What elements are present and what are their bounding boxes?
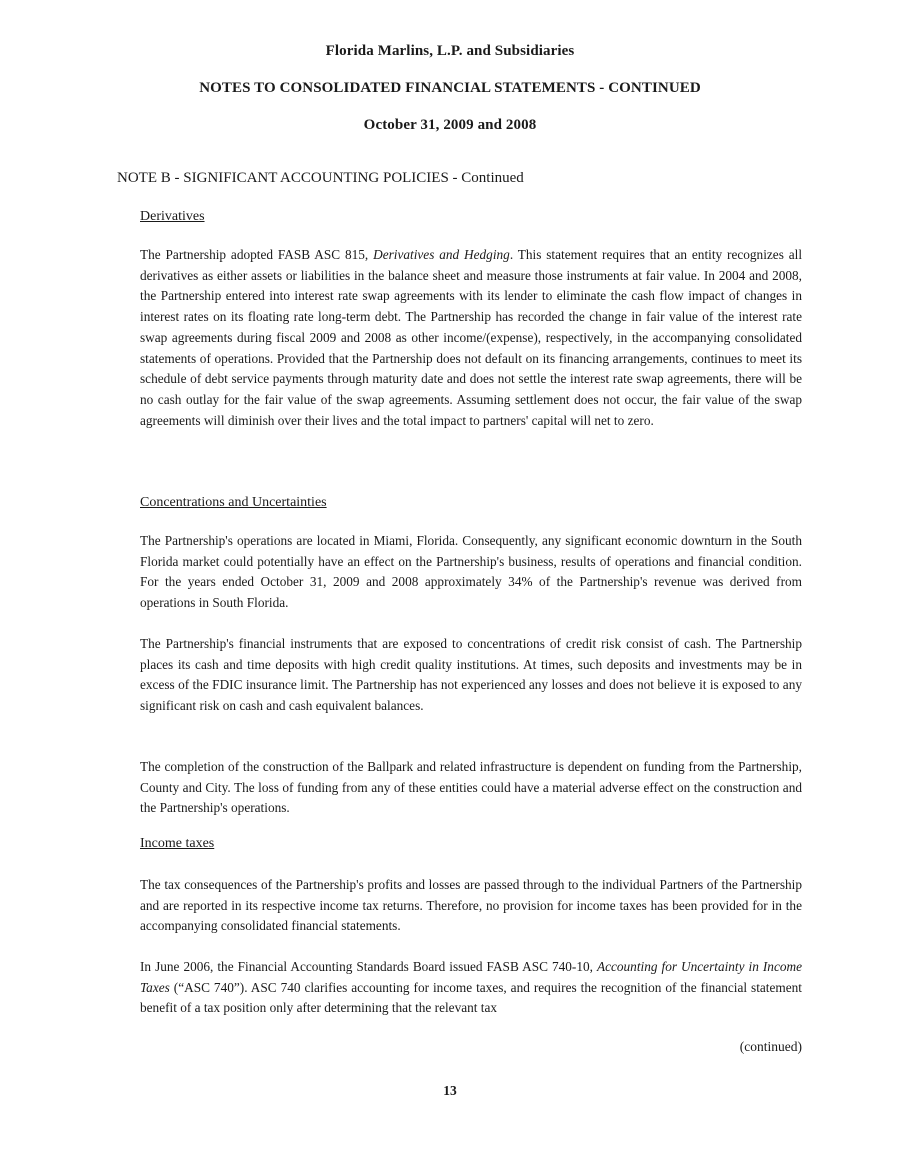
report-date: October 31, 2009 and 2008 [363, 117, 537, 133]
concentrations-paragraph-2: The Partnership's financial instruments that are exposed to concentrations of credit risk consist of cash. The Partnership places its cash and time deposits with high credit quality institutions. At times, such deposits and investments may be in excess of the FDIC insurance limit. The Partnership has not experienced any losses and does not believe it is exposed to any significant risk on cash and cash equivalent balances. [140, 636, 802, 714]
section-heading-income-taxes: Income taxes [140, 836, 215, 851]
company-name: Florida Marlins, L.P. and Subsidiaries [325, 43, 575, 59]
page-number: 13 [443, 1083, 457, 1098]
concentrations-paragraph-1: The Partnership's operations are located in Miami, Florida. Consequently, any significant economic downturn in the South Florida market could potentially have an effect on the Partnership's business, results of operations and financial condition. For the years ended October 31, 2009 and 2008 approximately 34% of the Partnership's revenue was derived from operations in South Florida. [140, 533, 802, 611]
concentrations-paragraph-3: The completion of the construction of the Ballpark and related infrastructure is dependent on funding from the Partnership, County and City. The loss of funding from any of these entities could have a material adverse effect on the construction and the Partnership's operations. [140, 759, 802, 816]
document-title: NOTES TO CONSOLIDATED FINANCIAL STATEMENTS - CONTINUED [199, 80, 701, 96]
section-heading-derivatives: Derivatives [140, 209, 205, 224]
income-taxes-text-a: In June 2006, the Financial Accounting Standards Board issued FASB ASC 740-10, [140, 959, 597, 974]
derivatives-text-b: . This statement requires that an entity recognizes all derivatives as either assets or liabilities in the balance sheet and measure those instruments at fair value. In 2004 and 2008, the Partnership entered into interest rate swap agreements with its lender to eliminate the cash flow impact of changes in interest rates on its floating rate long-term debt. The Partnership has recorded the change in fair value of the interest rate swap agreements during fiscal 2009 and 2008 as other income/(expense), respectively, in the accompanying consolidated statements of operations. Provided that the Partnership does not default on its financing arrangements, continues to meet its schedule of debt service payments through maturity date and does not settle the interest rate swap agreements, there will be no cash outlay for the fair value of the swap agreements. Assuming settlement does not occur, the fair value of the swap agreements will diminish over their lives and the total impact to partners' capital will net to zero. [140, 247, 803, 428]
continued-label: (continued) [739, 1039, 802, 1054]
income-taxes-paragraph-2 [140, 957, 802, 1019]
income-taxes-text-b: (“ASC 740”). ASC 740 clarifies accounting for income taxes, and requires the recognition of the financial statement benefit of a tax position only after determining that the relevant tax [140, 979, 802, 1016]
note-title: NOTE B - SIGNIFICANT ACCOUNTING POLICIES - Continued [117, 170, 524, 186]
income-taxes-paragraph-1: The tax consequences of the Partnership's profits and losses are passed through to the individual Partners of the Partnership and are reported in its respective income tax returns. Therefore, no provision for income taxes has been provided for in the accompanying consolidated financial statements. [140, 877, 802, 934]
derivatives-paragraph [140, 245, 802, 431]
derivatives-standard-title: Derivatives and Hedging [373, 247, 510, 262]
section-heading-concentrations: Concentrations and Uncertainties [140, 495, 327, 510]
derivatives-text-a: The Partnership adopted FASB ASC 815, [140, 247, 374, 262]
income-taxes-standard-title: Accounting for Uncertainty in Income Taxes [140, 959, 802, 995]
